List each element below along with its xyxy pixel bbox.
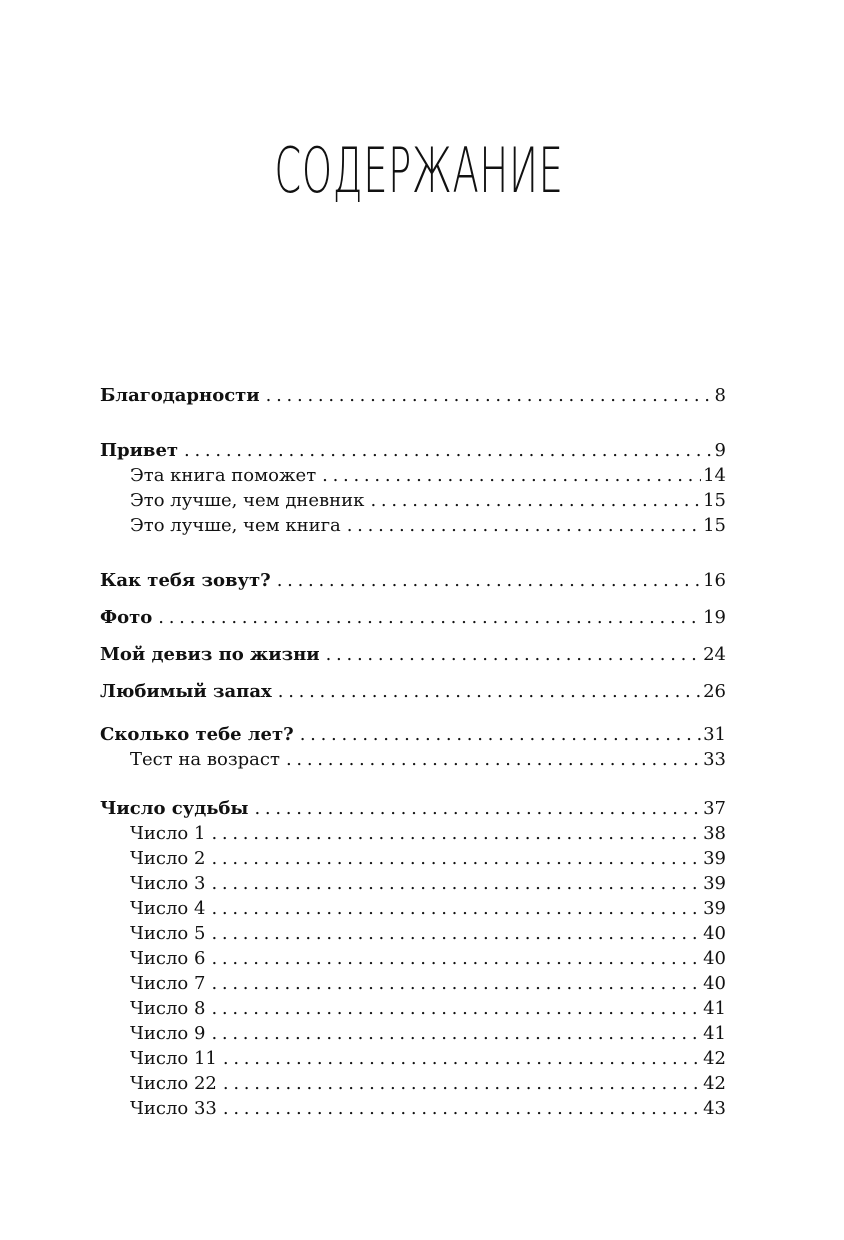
toc-page-number: 16 <box>703 570 726 591</box>
toc-subentry[interactable] <box>100 488 726 513</box>
toc-page-number: 40 <box>703 948 726 969</box>
toc-entry-label: Эта книга поможет <box>130 465 317 486</box>
dot-leader <box>211 846 701 871</box>
toc-page-number: 9 <box>714 440 726 461</box>
dot-leader <box>370 488 701 513</box>
toc-page-number: 39 <box>703 898 726 919</box>
toc-page-number: 42 <box>703 1073 726 1094</box>
toc-entry-label: Это лучше, чем дневник <box>130 490 365 511</box>
toc-subentry[interactable] <box>100 846 726 871</box>
dot-leader <box>266 377 713 414</box>
toc-page-number: 39 <box>703 873 726 894</box>
toc-page-number: 38 <box>703 823 726 844</box>
table-of-contents <box>100 377 726 1121</box>
toc-page-number: 15 <box>703 490 726 511</box>
toc-page-number: 14 <box>703 465 726 486</box>
toc-subentry[interactable] <box>100 996 726 1021</box>
toc-entry-label: Число судьбы <box>100 798 249 819</box>
toc-entry-label: Число 4 <box>130 898 206 919</box>
toc-entry-privet[interactable] <box>100 438 726 463</box>
toc-subentry[interactable] <box>100 921 726 946</box>
dot-leader <box>211 946 701 971</box>
toc-subentry[interactable] <box>100 747 726 772</box>
toc-entry-label: Мой девиз по жизни <box>100 644 320 665</box>
toc-entry-label: Любимый запах <box>100 681 272 702</box>
toc-entry-deviz[interactable] <box>100 636 726 673</box>
toc-entry-label: Число 6 <box>130 948 206 969</box>
toc-page-number: 43 <box>703 1098 726 1119</box>
dot-leader <box>286 747 701 772</box>
toc-entry-label: Привет <box>100 440 179 461</box>
dot-leader <box>211 871 701 896</box>
dot-leader <box>223 1096 701 1121</box>
toc-entry-label: Число 1 <box>130 823 206 844</box>
toc-page-number: 42 <box>703 1048 726 1069</box>
dot-leader <box>211 821 701 846</box>
toc-entry-label: Число 22 <box>130 1073 217 1094</box>
toc-entry-label: Число 9 <box>130 1023 206 1044</box>
dot-leader <box>278 673 701 710</box>
toc-entry-chislo-sudby[interactable] <box>100 796 726 821</box>
toc-subentry[interactable] <box>100 971 726 996</box>
dot-leader <box>300 722 701 747</box>
toc-subentry[interactable] <box>100 513 726 538</box>
toc-entry-label: Число 2 <box>130 848 206 869</box>
toc-page-number: 19 <box>703 607 726 628</box>
toc-entry-foto[interactable] <box>100 599 726 636</box>
toc-entry-blagodarnosti[interactable] <box>100 377 726 414</box>
dot-leader <box>211 896 701 921</box>
toc-entry-label: Число 33 <box>130 1098 217 1119</box>
toc-subentry[interactable] <box>100 1021 726 1046</box>
dot-leader <box>326 636 701 673</box>
toc-subentry[interactable] <box>100 821 726 846</box>
toc-subentry[interactable] <box>100 463 726 488</box>
dot-leader <box>211 921 701 946</box>
toc-page-number: 41 <box>703 998 726 1019</box>
toc-entry-label: Это лучше, чем книга <box>130 515 341 536</box>
toc-entry-label: Благодарности <box>100 385 260 406</box>
page-title: СОДЕРЖАНИЕ <box>274 134 564 207</box>
dot-leader <box>158 599 701 636</box>
toc-page-number: 33 <box>703 749 726 770</box>
dot-leader <box>277 562 701 599</box>
toc-entry-label: Тест на возраст <box>130 749 280 770</box>
dot-leader <box>211 996 701 1021</box>
toc-entry-label: Как тебя зовут? <box>100 570 271 591</box>
toc-subentry[interactable] <box>100 871 726 896</box>
dot-leader <box>347 513 701 538</box>
toc-entry-label: Сколько тебе лет? <box>100 724 294 745</box>
toc-page-number: 41 <box>703 1023 726 1044</box>
dot-leader <box>211 971 701 996</box>
toc-entry-label: Число 5 <box>130 923 206 944</box>
dot-leader <box>211 1021 701 1046</box>
toc-subentry[interactable] <box>100 1071 726 1096</box>
toc-entry-kak-zovut[interactable] <box>100 562 726 599</box>
toc-page-number: 26 <box>703 681 726 702</box>
toc-page-number: 39 <box>703 848 726 869</box>
toc-subentry[interactable] <box>100 1096 726 1121</box>
dot-leader <box>184 438 713 463</box>
toc-entry-label: Фото <box>100 607 153 628</box>
toc-entry-zapah[interactable] <box>100 673 726 710</box>
dot-leader <box>223 1046 701 1071</box>
toc-subentry[interactable] <box>100 946 726 971</box>
toc-entry-label: Число 8 <box>130 998 206 1019</box>
toc-subentry[interactable] <box>100 896 726 921</box>
toc-page-number: 40 <box>703 973 726 994</box>
toc-page-number: 40 <box>703 923 726 944</box>
toc-entry-skolko-let[interactable] <box>100 722 726 747</box>
dot-leader <box>223 1071 701 1096</box>
toc-page-number: 31 <box>703 724 726 745</box>
toc-page-number: 15 <box>703 515 726 536</box>
toc-subentry[interactable] <box>100 1046 726 1071</box>
dot-leader <box>254 796 701 821</box>
toc-page-number: 8 <box>714 385 726 406</box>
toc-page-number: 24 <box>703 644 726 665</box>
toc-entry-label: Число 3 <box>130 873 206 894</box>
toc-entry-label: Число 11 <box>130 1048 217 1069</box>
toc-page-number: 37 <box>703 798 726 819</box>
toc-entry-label: Число 7 <box>130 973 206 994</box>
dot-leader <box>322 463 701 488</box>
